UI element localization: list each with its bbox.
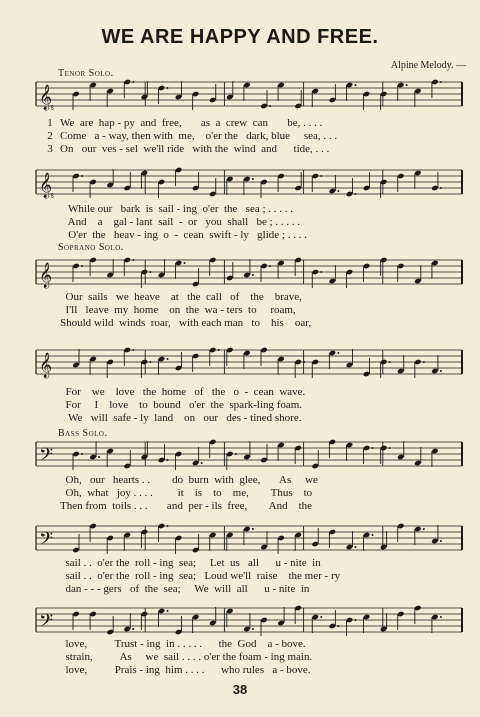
lyric-line: 1 We are hap - py and free, as a crew can be, . . . . bbox=[47, 117, 323, 129]
note-dot bbox=[132, 81, 134, 83]
soprano-solo-label: Soprano Solo. bbox=[58, 242, 124, 253]
note-dot bbox=[372, 447, 374, 449]
clef-icon: 𝄢 bbox=[39, 611, 54, 636]
staff-4 bbox=[0, 344, 480, 390]
note-dot bbox=[81, 175, 83, 177]
lyric-line: 3 On our ves - sel we'll ride with the wind and tide, . . . bbox=[47, 143, 330, 155]
note-dot bbox=[372, 534, 374, 536]
lyric-line: Oh, what joy . . . . it is to me, Thus to bbox=[60, 487, 313, 499]
lyric-line: We will safe - ly land on our des - tined shore. bbox=[60, 412, 302, 424]
note-dot bbox=[166, 87, 168, 89]
note-dot bbox=[166, 525, 168, 527]
note-dot bbox=[320, 175, 322, 177]
clef-icon: 𝄠 bbox=[39, 85, 55, 110]
note-dot bbox=[149, 361, 151, 363]
note-dot bbox=[132, 349, 134, 351]
note-dot bbox=[252, 528, 254, 530]
clef-icon: 𝄞 bbox=[39, 263, 53, 288]
note-dot bbox=[320, 616, 322, 618]
note-dot bbox=[440, 540, 442, 542]
note-dot bbox=[354, 193, 356, 195]
clef-icon: 𝄢 bbox=[39, 529, 54, 554]
note-dot bbox=[320, 271, 322, 273]
lyrics-system-7 bbox=[40, 638, 470, 677]
lyrics-system-1 bbox=[40, 117, 470, 156]
note-dot bbox=[252, 628, 254, 630]
note-dot bbox=[440, 187, 442, 189]
lyric-line: Oh, our hearts . . do burn with glee, As we bbox=[60, 474, 318, 486]
note-dot bbox=[406, 84, 408, 86]
lyric-line: sail . . o'er the roll - ing sea; Loud we'll raise the mer - ry bbox=[60, 570, 341, 582]
note-dot bbox=[166, 610, 168, 612]
note-dot bbox=[303, 361, 305, 363]
lyric-line: love, Trust - ing in . . . . . the God a - bove. bbox=[60, 638, 306, 650]
note-dot bbox=[81, 453, 83, 455]
note-dot bbox=[354, 546, 356, 548]
lyrics-system-3 bbox=[40, 291, 470, 330]
lyrics-system-4 bbox=[40, 386, 470, 425]
lyric-line: While our bark is sail - ing o'er the sea ; . . . . . bbox=[60, 203, 294, 215]
note-dot bbox=[423, 361, 425, 363]
note-dot bbox=[149, 271, 151, 273]
note-dot bbox=[423, 528, 425, 530]
lyric-line: strain, As we sail . . . . o'er the foam - ing main. bbox=[60, 651, 313, 663]
note-dot bbox=[132, 628, 134, 630]
note-dot bbox=[354, 84, 356, 86]
lyrics-system-2 bbox=[40, 203, 470, 242]
tenor-solo-label: Tenor Solo. bbox=[58, 68, 114, 79]
note-dot bbox=[218, 349, 220, 351]
note-dot bbox=[337, 352, 339, 354]
bass-solo-label: Bass Solo. bbox=[58, 428, 108, 439]
lyric-line: Then from toils . . . and per - ils free, And the bbox=[60, 500, 313, 512]
lyrics-system-5 bbox=[40, 474, 470, 513]
lyric-line: 2 Come a - way, then with me, o'er the dark, blue sea, . . . bbox=[47, 130, 338, 142]
note-dot bbox=[440, 616, 442, 618]
note-dot bbox=[201, 462, 203, 464]
lyric-line: I'll leave my home on the wa - ters to roam, bbox=[60, 304, 296, 316]
note-dot bbox=[354, 619, 356, 621]
lyric-line: dan - - - gers of the sea; We will all u - nite in bbox=[60, 583, 310, 595]
note-dot bbox=[81, 265, 83, 267]
staff-1 bbox=[0, 76, 480, 122]
note-dot bbox=[269, 265, 271, 267]
lyric-line: Should wild winds roar, with each man to his oar, bbox=[60, 317, 312, 329]
lyric-line: For we love the home of the o - cean wave. bbox=[60, 386, 306, 398]
note-dot bbox=[337, 190, 339, 192]
clef-icon: 𝄞 bbox=[39, 353, 53, 378]
note-dot bbox=[337, 625, 339, 627]
lyrics-system-6 bbox=[40, 557, 470, 596]
note-dot bbox=[132, 259, 134, 261]
note-dot bbox=[235, 453, 237, 455]
note-dot bbox=[166, 358, 168, 360]
lyric-line: Our sails we heave at the call of the brave, bbox=[60, 291, 302, 303]
note-dot bbox=[269, 105, 271, 107]
note-dot bbox=[166, 459, 168, 461]
note-dot bbox=[98, 456, 100, 458]
lyric-line: sail . . o'er the roll - ing sea; Let us all u - nite in bbox=[60, 557, 321, 569]
note-dot bbox=[389, 361, 391, 363]
note-dot bbox=[252, 178, 254, 180]
hymn-title: WE ARE HAPPY AND FREE. bbox=[101, 26, 379, 48]
note-dot bbox=[252, 274, 254, 276]
note-dot bbox=[184, 262, 186, 264]
lyric-line: And a gal - lant sail - or you shall be ; . . . . . bbox=[60, 216, 301, 228]
note-dot bbox=[440, 81, 442, 83]
clef-icon: 𝄢 bbox=[39, 445, 54, 470]
page-number: 38 bbox=[232, 682, 248, 697]
lyric-line: For I love to bound o'er the spark-ling foam. bbox=[60, 399, 303, 411]
lyric-line: love, Prais - ing him . . . . who rules a - bove. bbox=[60, 664, 311, 676]
lyric-line: O'er the heav - ing o - cean swift - ly glide ; . . . . bbox=[60, 229, 307, 241]
note-dot bbox=[389, 447, 391, 449]
tune-name: Alpine Melody. — bbox=[390, 60, 466, 71]
note-dot bbox=[440, 370, 442, 372]
clef-icon: 𝄠 bbox=[39, 173, 55, 198]
